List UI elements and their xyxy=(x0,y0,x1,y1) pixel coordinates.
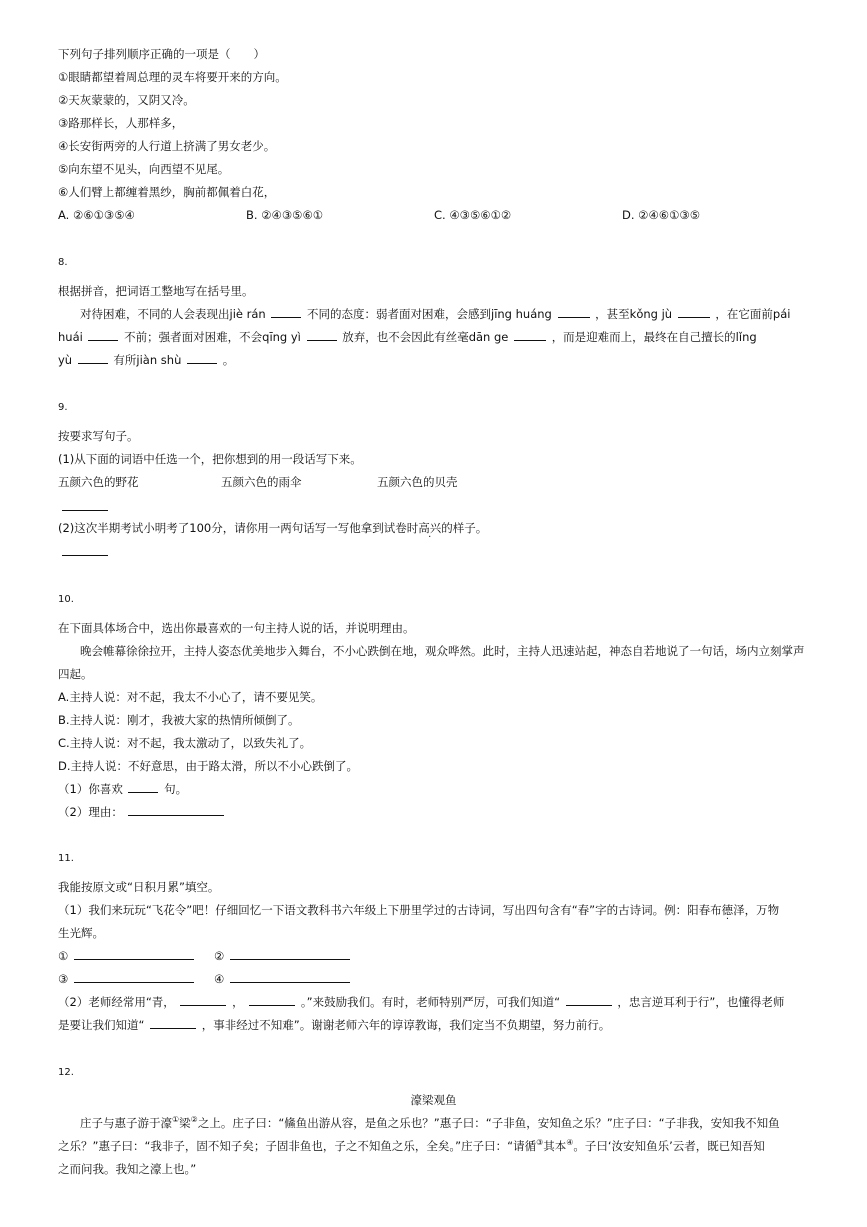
answer-blank[interactable] xyxy=(128,781,158,793)
q11-blank-4 xyxy=(214,971,352,987)
q12-text: 其本 xyxy=(543,1139,567,1153)
q11-text: ，忠言逆耳利于行”，也懂得老师 xyxy=(617,995,785,1009)
q11-marker: ② xyxy=(214,949,225,963)
q11-blank-2 xyxy=(214,948,352,964)
q8-line-1 xyxy=(80,306,790,322)
footnote-marker: ③ xyxy=(536,1138,544,1148)
q10-text: （1）你喜欢 xyxy=(58,782,123,796)
q11-text: 。”来鼓励我们。有时，老师特别严厉，可我们知道“ xyxy=(300,995,561,1009)
q7-option-a[interactable]: A. ②⑥①③⑤④ xyxy=(58,208,135,222)
q9-text: 的样子。 xyxy=(441,521,488,535)
answer-line[interactable] xyxy=(62,555,108,556)
q11-marker: ③ xyxy=(58,972,69,986)
q10-sub1 xyxy=(58,781,187,797)
answer-blank[interactable] xyxy=(78,352,108,364)
answer-blank[interactable] xyxy=(187,352,217,364)
q7-sentence-2: ②天灰蒙蒙的，又阴又冷。 xyxy=(58,93,195,107)
footnote-marker: ① xyxy=(172,1115,180,1125)
q10-option-b[interactable]: B.主持人说：刚才，我被大家的热情所倾倒了。 xyxy=(58,713,300,727)
q11-sub1 xyxy=(58,902,779,918)
answer-blank[interactable] xyxy=(271,306,301,318)
q11-text: ， xyxy=(232,995,244,1009)
answer-blank[interactable] xyxy=(74,971,194,983)
answer-blank[interactable] xyxy=(566,994,612,1006)
answer-blank[interactable] xyxy=(230,948,350,960)
q8-text: 。 xyxy=(222,353,235,367)
q9-word-3: 五颜六色的贝壳 xyxy=(377,475,458,489)
q12-passage-line-1 xyxy=(80,1115,780,1131)
q9-word-2: 五颜六色的雨伞 xyxy=(221,475,302,489)
q10-stem: 在下面具体场合中，选出你最喜欢的一句主持人说的话，并说明理由。 xyxy=(58,621,415,635)
answer-blank[interactable] xyxy=(514,329,546,341)
q11-sub2 xyxy=(58,994,784,1010)
q10-text: 句。 xyxy=(164,782,188,796)
answer-blank[interactable] xyxy=(88,329,118,341)
footnote-marker: ④ xyxy=(566,1138,574,1148)
q10-option-c[interactable]: C.主持人说：对不起，我太激动了，以致失礼了。 xyxy=(58,736,312,750)
q7-sentence-4: ④长安街两旁的人行道上挤满了男女老少。 xyxy=(58,139,276,153)
q8-text: huái xyxy=(58,330,83,344)
q11-text: ，事非经过不知难”。谢谢老师六年的谆谆教诲，我们定当不负期望，努力前行。 xyxy=(201,1018,611,1032)
q10-paragraph-2: 四起。 xyxy=(58,667,93,681)
q11-marker: ④ xyxy=(214,972,225,986)
q9-text: (2)这次半期考试小明考了100分，请你用一两句话写一写他拿到试卷时 xyxy=(58,521,419,535)
q11-stem: 我能按原文或“日积月累”填空。 xyxy=(58,880,220,894)
q8-text: ，而是迎难而上，最终在自己擅长的lǐng xyxy=(551,330,757,344)
q8-text: 不前；强者面对困难，不会qīng yì xyxy=(124,330,301,344)
answer-blank[interactable] xyxy=(249,994,295,1006)
answer-line[interactable] xyxy=(62,510,108,511)
q11-blank-1 xyxy=(58,948,196,964)
q12-passage-line-2 xyxy=(58,1138,765,1154)
q12-text: 梁 xyxy=(179,1116,191,1130)
q7-sentence-3: ③路那样长，人那样多， xyxy=(58,116,184,130)
answer-blank[interactable] xyxy=(678,306,710,318)
q9-number: 9. xyxy=(58,402,68,413)
q11-text: 是要让我们知道“ xyxy=(58,1018,145,1032)
answer-blank[interactable] xyxy=(307,329,337,341)
answer-blank[interactable] xyxy=(230,971,350,983)
q9-sub2 xyxy=(58,520,487,536)
q9-stem: 按要求写句子。 xyxy=(58,429,139,443)
q12-text: 。子曰‘汝安知鱼乐’云者，既已知吾知 xyxy=(573,1139,765,1153)
q12-number: 12. xyxy=(58,1067,74,1078)
q12-text: 之上。庄子曰：“鯈鱼出游从容，是鱼之乐也？”惠子曰：“子非鱼，安知鱼之乐？”庄子曰：“子非我，安知我不知鱼 xyxy=(197,1116,780,1130)
q10-text: （2）理由： xyxy=(58,805,123,819)
q12-text: 庄子与惠子游于濠 xyxy=(80,1116,172,1130)
q11-sub2-cont xyxy=(58,1017,610,1033)
q8-stem: 根据拼音，把词语工整地写在括号里。 xyxy=(58,284,254,298)
q7-option-b[interactable]: B. ②④③⑤⑥① xyxy=(246,208,324,222)
answer-blank[interactable] xyxy=(150,1017,196,1029)
emphasis-dots: 德 xyxy=(721,903,734,917)
q11-sub1-cont: 生光辉。 xyxy=(58,926,104,940)
q12-passage-title: 濠梁观鱼 xyxy=(410,1093,457,1107)
q7-stem: 下列句子排列顺序正确的一项是（ ） xyxy=(58,47,265,61)
emphasis-dots: 高兴 xyxy=(418,521,442,535)
answer-blank[interactable] xyxy=(74,948,194,960)
q11-text: （2）老师经常用“青， xyxy=(58,995,175,1009)
q8-text: 不同的态度：弱者面对困难，会感到jīng huáng xyxy=(307,307,552,321)
q12-passage-line-3: 之而问我。我知之濠上也。” xyxy=(58,1162,197,1176)
q8-text: 放弃，也不会因此有丝毫dān ge xyxy=(342,330,509,344)
q7-sentence-1: ①眼睛都望着周总理的灵车将要开来的方向。 xyxy=(58,70,287,84)
q8-number: 8. xyxy=(58,257,68,268)
q8-text: ，甚至kǒng jù xyxy=(595,307,673,321)
q8-text: ，在它面前pái xyxy=(715,307,791,321)
q10-option-d[interactable]: D.主持人说：不好意思，由于路太滑，所以不小心跌倒了。 xyxy=(58,759,359,773)
q10-paragraph-1: 晚会帷幕徐徐拉开，主持人姿态优美地步入舞台，不小心跌倒在地，观众哗然。此时，主持人迅速站起，神态自若地说了一句话，场内立刻掌声 xyxy=(80,644,805,658)
q8-text: yù xyxy=(58,353,73,367)
q7-option-d[interactable]: D. ②④⑥①③⑤ xyxy=(622,208,701,222)
q11-text: 泽，万物 xyxy=(733,903,780,917)
q7-option-c[interactable]: C. ④③⑤⑥①② xyxy=(434,208,512,222)
answer-blank[interactable] xyxy=(128,804,224,816)
q11-marker: ① xyxy=(58,949,69,963)
answer-blank[interactable] xyxy=(180,994,226,1006)
q8-text: 有所jiàn shù xyxy=(113,353,182,367)
q11-text: （1）我们来玩玩“飞花令”吧！仔细回忆一下语文教科书六年级上下册里学过的古诗词，写出四句含有“春”字的古诗词。例：阳春布 xyxy=(58,903,722,917)
q7-sentence-5: ⑤向东望不见头，向西望不见尾。 xyxy=(58,162,230,176)
q8-line-2 xyxy=(58,329,757,345)
q8-text: 对待困难，不同的人会表现出jiè rán xyxy=(80,307,266,321)
q9-word-1: 五颜六色的野花 xyxy=(58,475,139,489)
q12-text: 之乐？”惠子曰：“我非子，固不知子矣；子固非鱼也，子之不知鱼之乐，全矣。”庄子曰：“请循 xyxy=(58,1139,537,1153)
q10-number: 10. xyxy=(58,594,74,605)
q8-line-3 xyxy=(58,352,234,368)
q7-sentence-6: ⑥人们臂上都缠着黑纱，胸前都佩着白花， xyxy=(58,185,276,199)
footnote-marker: ② xyxy=(190,1115,198,1125)
q11-number: 11. xyxy=(58,853,74,864)
q11-blank-3 xyxy=(58,971,196,987)
q10-sub2 xyxy=(58,804,226,820)
q9-sub1: (1)从下面的词语中任选一个，把你想到的用一段话写下来。 xyxy=(58,452,362,466)
answer-blank[interactable] xyxy=(558,306,590,318)
q10-option-a[interactable]: A.主持人说：对不起，我太不小心了，请不要见笑。 xyxy=(58,690,323,704)
